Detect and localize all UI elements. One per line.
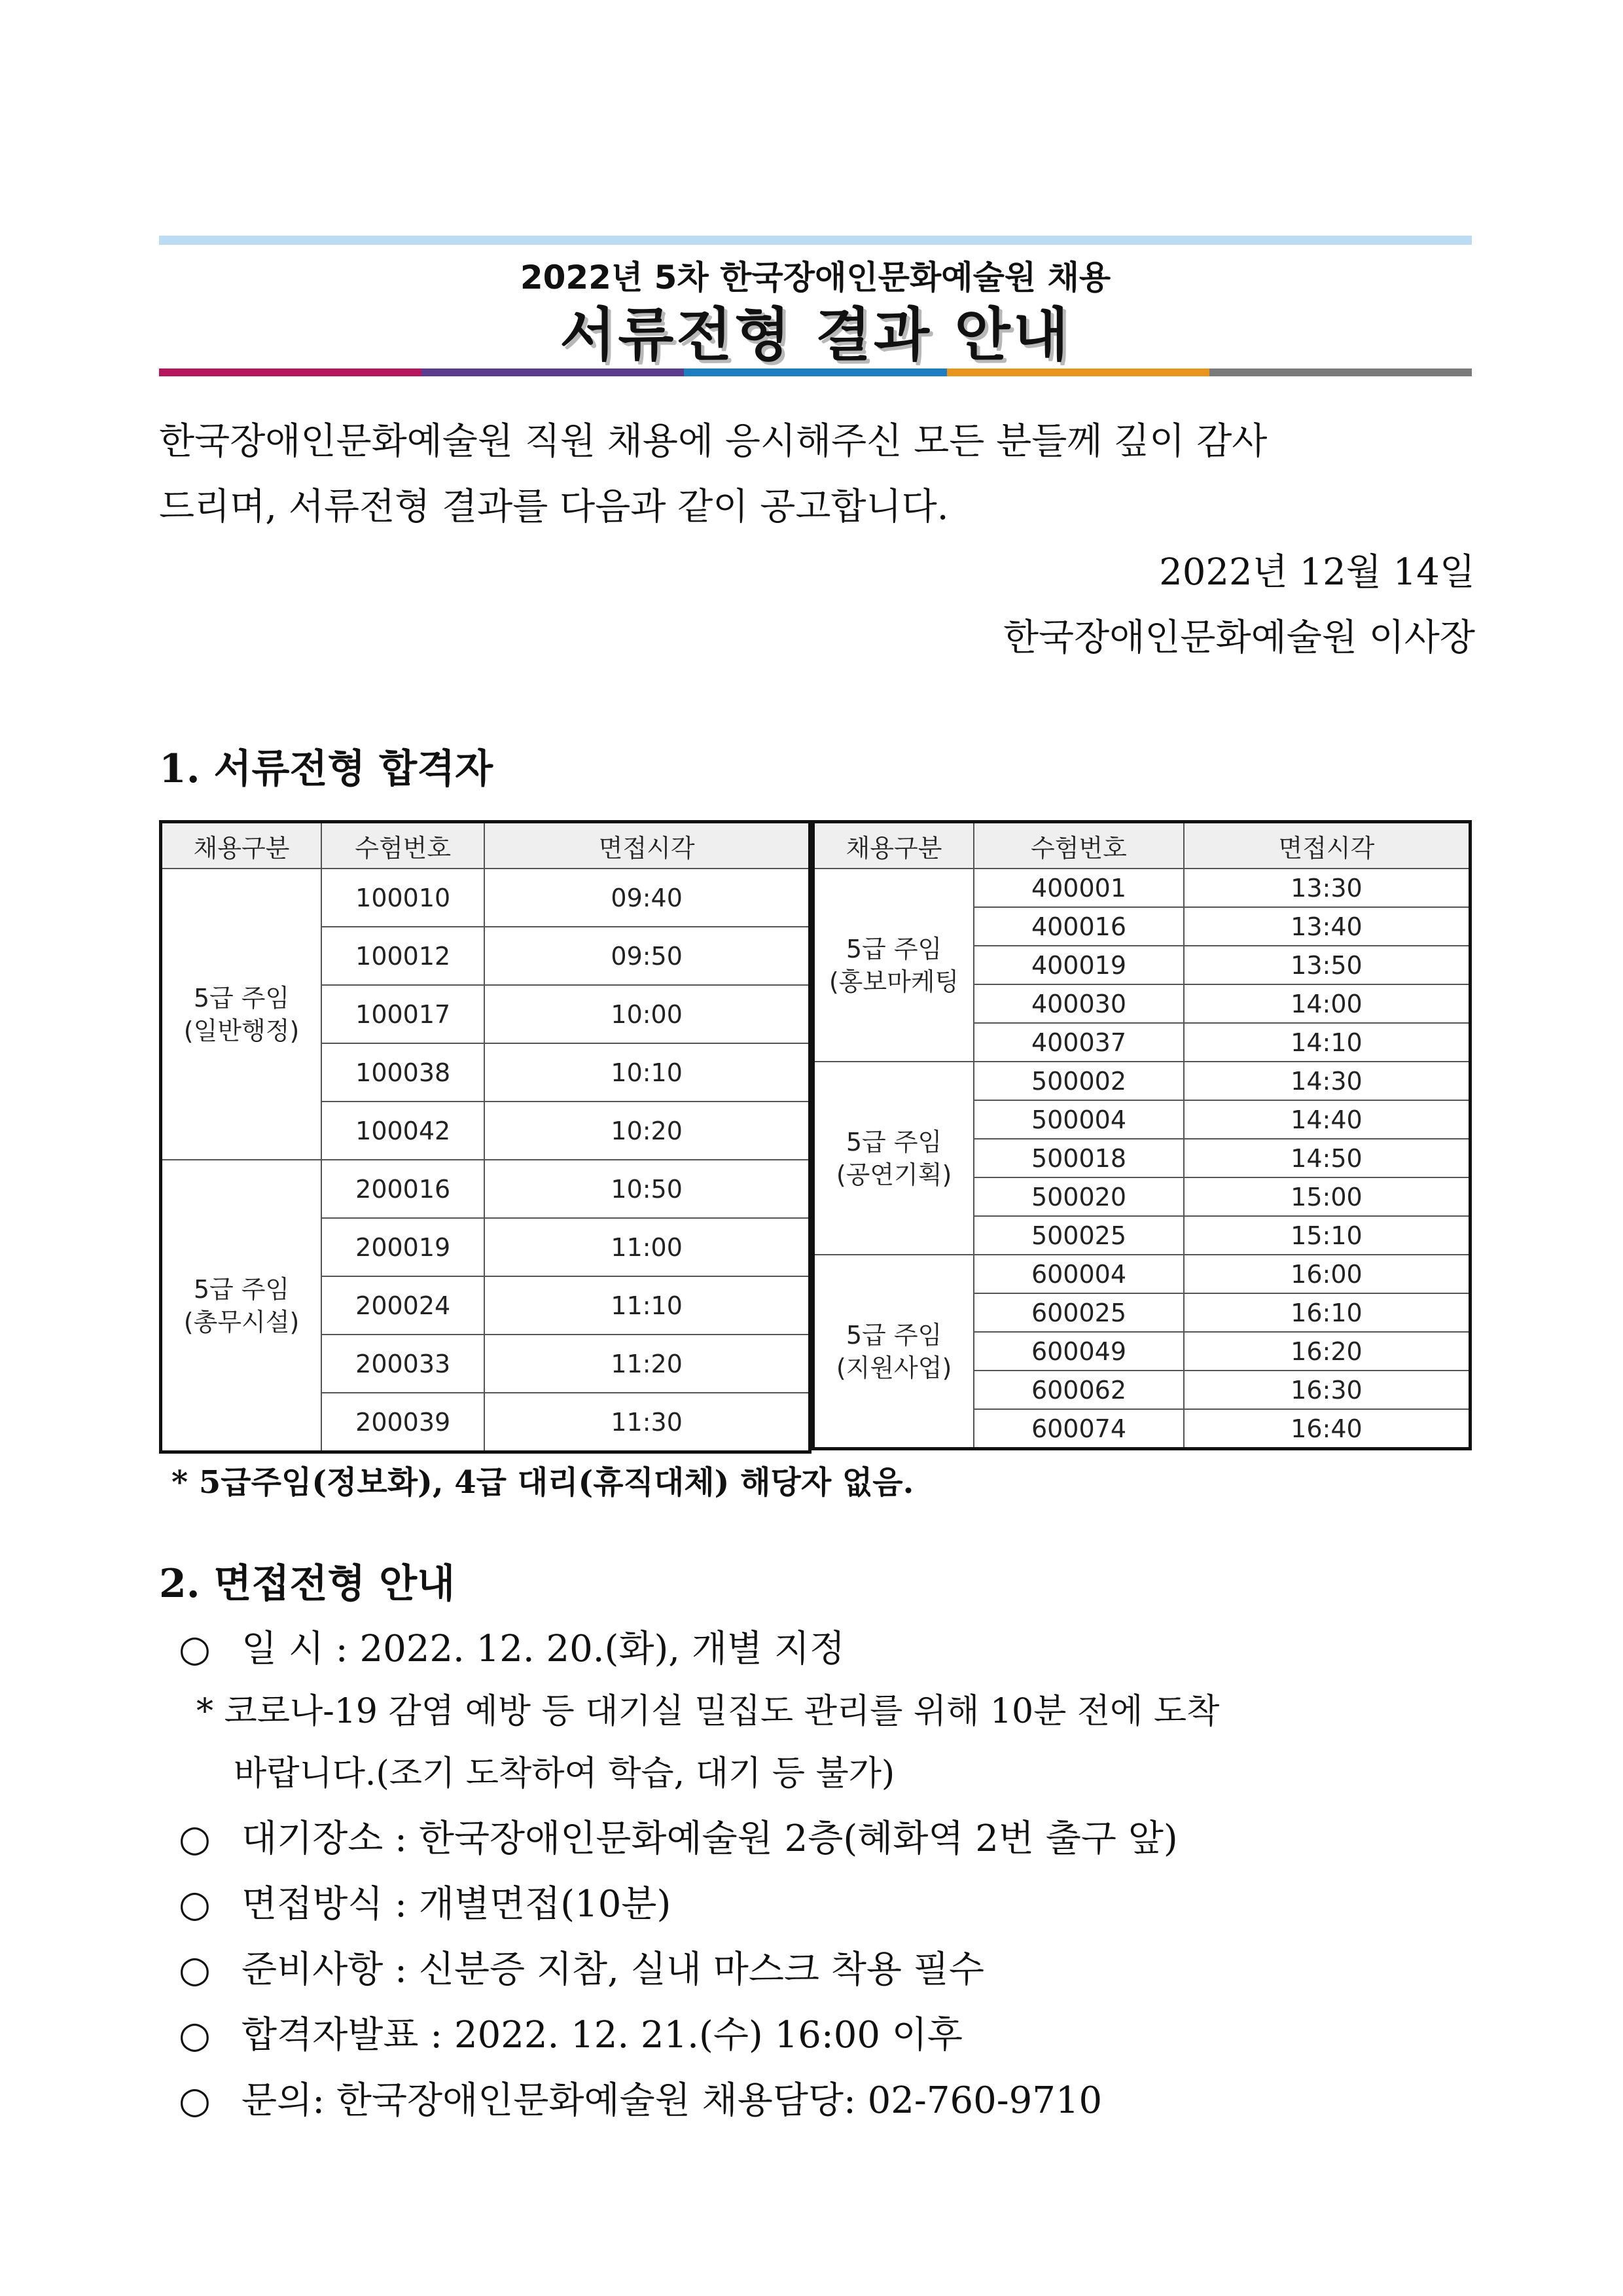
category-field: (홍보마케팅: [829, 967, 959, 996]
contact-text: 문의: 한국장애인문화예술원 채용담당: 02-760-9710: [241, 2079, 1103, 2122]
column-header: 수험번호: [321, 822, 484, 869]
table-row: [813, 1255, 1471, 1293]
preparation-text: 준비사항 : 신분증 지참, 실내 마스크 착용 필수: [241, 1948, 985, 1991]
column-header: 채용구분: [813, 822, 974, 869]
top-accent-bar: [159, 236, 1472, 245]
exam-number-cell: 500025: [974, 1216, 1184, 1255]
exam-number-cell: 100017: [321, 985, 484, 1043]
exam-number-cell: 200016: [321, 1160, 484, 1218]
interview-time-cell: 15:10: [1184, 1216, 1471, 1255]
interview-time-cell: 11:20: [484, 1335, 810, 1393]
interview-time-cell: 14:10: [1184, 1023, 1471, 1062]
section-title-document-results: 1. 서류전형 합격자: [159, 746, 493, 792]
bullet-circle-icon: ○: [179, 2079, 211, 2122]
no-applicant-note: * 5급주임(정보화), 4급 대리(휴직대체) 해당자 없음.: [171, 1464, 914, 1501]
interview-time-cell: 13:50: [1184, 946, 1471, 984]
interview-method-line: [179, 1875, 671, 1934]
document-subtitle: 2022년 5차 한국장애인문화예술원 채용: [520, 259, 1111, 296]
schedule-text: 일 시 : 2022. 12. 20.(화), 개별 지정: [241, 1628, 846, 1670]
exam-number-cell: 600074: [974, 1409, 1184, 1449]
interview-time-cell: 14:40: [1184, 1100, 1471, 1139]
column-header: 면접시각: [484, 822, 810, 869]
category-field: (총무시설): [183, 1307, 300, 1336]
exam-number-cell: 400030: [974, 984, 1184, 1023]
exam-number-cell: 500004: [974, 1100, 1184, 1139]
exam-number-cell: 100010: [321, 869, 484, 927]
announcement-line: [179, 2006, 963, 2065]
covid-note-line: * 코로나-19 감염 예방 등 대기실 밀집도 관리를 위해 10분 전에 도착: [196, 1692, 1220, 1731]
intro-line: 드리며, 서류전형 결과를 다음과 같이 공고합니다.: [159, 486, 949, 528]
interview-time-cell: 10:00: [484, 985, 810, 1043]
table-row: [813, 1062, 1471, 1100]
interview-time-cell: 10:50: [484, 1160, 810, 1218]
exam-number-cell: 100038: [321, 1043, 484, 1102]
interview-time-cell: 11:30: [484, 1393, 810, 1452]
category-grade: 5급 주임: [846, 1320, 942, 1350]
table-row: [161, 869, 810, 927]
exam-number-cell: 400019: [974, 946, 1184, 984]
waiting-place-text: 대기장소 : 한국장애인문화예술원 2층(혜화역 2번 출구 앞): [241, 1818, 1178, 1860]
interview-time-cell: 10:20: [484, 1102, 810, 1160]
interview-time-cell: 09:40: [484, 869, 810, 927]
interview-time-cell: 10:10: [484, 1043, 810, 1102]
recruit-category-cell: [161, 1160, 322, 1452]
bullet-circle-icon: ○: [179, 1948, 211, 1991]
section-title-interview-info: 2. 면접전형 안내: [159, 1561, 455, 1607]
category-field: (공연기획): [836, 1160, 952, 1189]
category-grade: 5급 주임: [193, 983, 290, 1013]
exam-number-cell: 600062: [974, 1371, 1184, 1409]
exam-number-cell: 400037: [974, 1023, 1184, 1062]
interview-time-cell: 13:40: [1184, 907, 1471, 946]
bullet-circle-icon: ○: [179, 1883, 211, 1926]
exam-number-cell: 600025: [974, 1293, 1184, 1332]
results-table-right: [812, 820, 1472, 1450]
color-segment: [159, 368, 421, 376]
interview-time-cell: 11:00: [484, 1218, 810, 1276]
table-header-row: [813, 822, 1471, 869]
column-header: 채용구분: [161, 822, 322, 869]
interview-time-cell: 14:30: [1184, 1062, 1471, 1100]
bullet-circle-icon: ○: [179, 1818, 211, 1860]
announcement-text: 합격자발표 : 2022. 12. 21.(수) 16:00 이후: [241, 2014, 963, 2056]
category-grade: 5급 주임: [846, 1127, 942, 1157]
exam-number-cell: 500018: [974, 1139, 1184, 1177]
interview-method-text: 면접방식 : 개별면접(10분): [241, 1883, 671, 1926]
waiting-place-line: [179, 1810, 1178, 1869]
exam-number-cell: 400016: [974, 907, 1184, 946]
intro-paragraph: [159, 409, 1474, 540]
category-grade: 5급 주임: [193, 1274, 290, 1304]
exam-number-cell: 200024: [321, 1276, 484, 1335]
table-row: [161, 1160, 810, 1218]
exam-number-cell: 600049: [974, 1332, 1184, 1371]
category-grade: 5급 주임: [846, 934, 942, 963]
exam-number-cell: 100012: [321, 927, 484, 985]
exam-number-cell: 500020: [974, 1177, 1184, 1216]
interview-time-cell: 16:30: [1184, 1371, 1471, 1409]
recruit-category-cell: [813, 1255, 974, 1449]
exam-number-cell: 200039: [321, 1393, 484, 1452]
exam-number-cell: 200033: [321, 1335, 484, 1393]
results-table-left: [159, 820, 812, 1454]
color-segment: [421, 368, 684, 376]
preparation-line: [179, 1941, 984, 2000]
column-header: 면접시각: [1184, 822, 1471, 869]
interview-time-cell: 09:50: [484, 927, 810, 985]
intro-line: 한국장애인문화예술원 직원 채용에 응시해주신 모든 분들께 깊이 감사: [159, 420, 1268, 463]
exam-number-cell: 500002: [974, 1062, 1184, 1100]
schedule-line: [179, 1620, 845, 1679]
table-header-row: [161, 822, 810, 869]
interview-time-cell: 16:10: [1184, 1293, 1471, 1332]
color-segment: [684, 368, 946, 376]
exam-number-cell: 100042: [321, 1102, 484, 1160]
column-header: 수험번호: [974, 822, 1184, 869]
interview-time-cell: 16:20: [1184, 1332, 1471, 1371]
recruit-category-cell: [161, 869, 322, 1160]
exam-number-cell: 400001: [974, 869, 1184, 907]
exam-number-cell: 600004: [974, 1255, 1184, 1293]
contact-line: [179, 2072, 1102, 2130]
announcement-date: 2022년 12월 14일: [1159, 551, 1475, 594]
interview-time-cell: 11:10: [484, 1276, 810, 1335]
color-segment: [1209, 368, 1472, 376]
exam-number-cell: 200019: [321, 1218, 484, 1276]
table-row: [813, 869, 1471, 907]
recruit-category-cell: [813, 869, 974, 1062]
interview-time-cell: 15:00: [1184, 1177, 1471, 1216]
interview-time-cell: 14:00: [1184, 984, 1471, 1023]
bullet-circle-icon: ○: [179, 1628, 211, 1670]
interview-time-cell: 16:00: [1184, 1255, 1471, 1293]
color-segment: [947, 368, 1209, 376]
category-field: (일반행정): [183, 1016, 300, 1045]
announcement-signer: 한국장애인문화예술원 이사장: [1003, 617, 1475, 659]
interview-time-cell: 16:40: [1184, 1409, 1471, 1449]
interview-time-cell: 13:30: [1184, 869, 1471, 907]
interview-time-cell: 14:50: [1184, 1139, 1471, 1177]
covid-note-line: 바랍니다.(조기 도착하여 학습, 대기 등 불가): [234, 1754, 895, 1793]
recruit-category-cell: [813, 1062, 974, 1255]
bullet-circle-icon: ○: [179, 2014, 211, 2056]
title-color-bar: [159, 368, 1472, 376]
document-title: 서류전형 결과 안내: [560, 301, 1071, 368]
category-field: (지원사업): [836, 1353, 952, 1382]
